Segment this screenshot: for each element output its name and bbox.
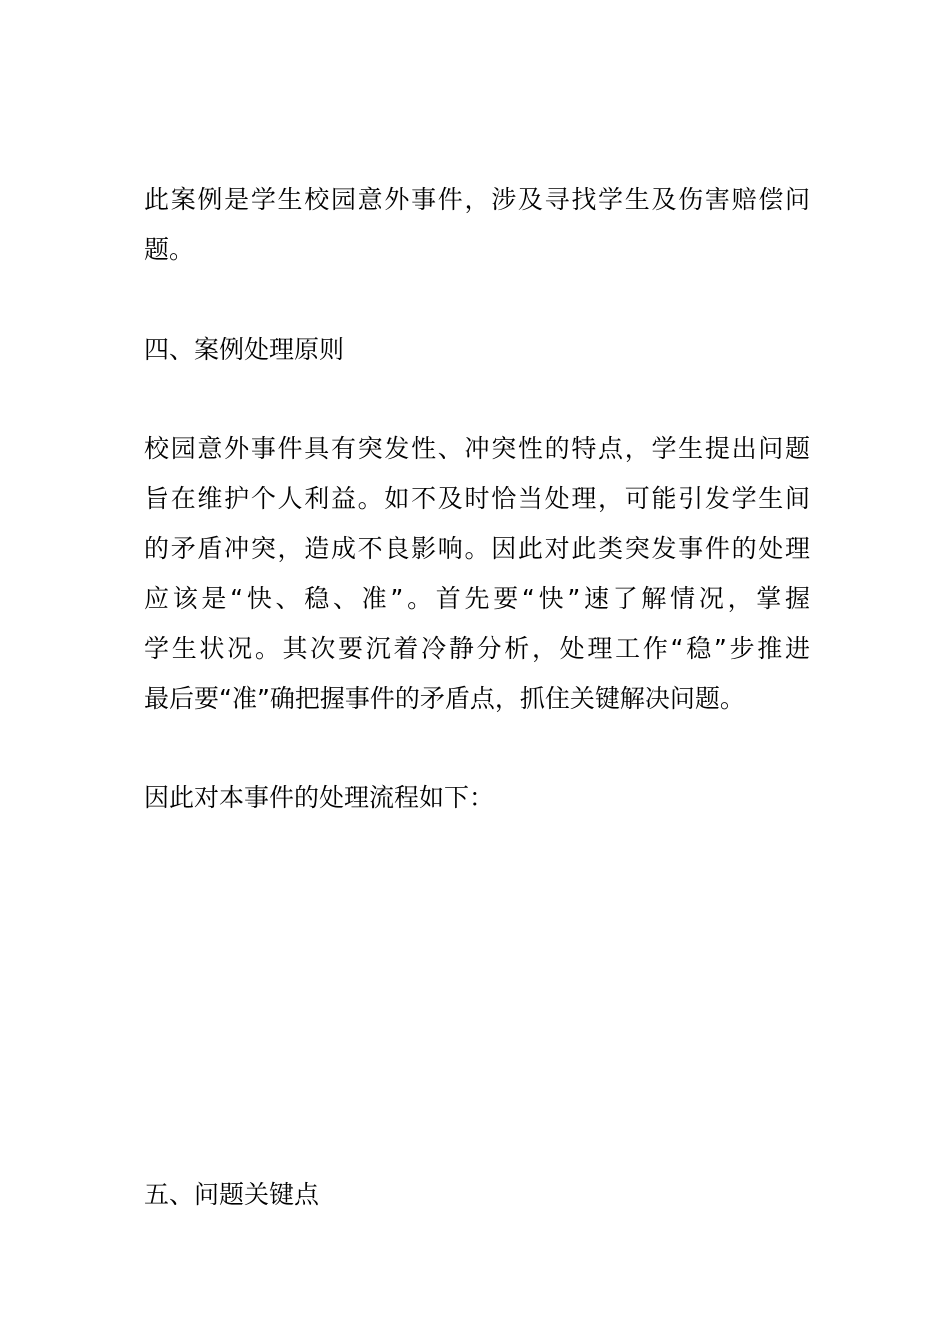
intro-paragraph	[144, 175, 810, 275]
paragraph-line: 应该是“快、稳、准”。首先要“快”速了解情况，掌握	[144, 584, 810, 613]
paragraph-line: 旨在维护个人利益。如不及时恰当处理，可能引发学生间	[144, 484, 810, 513]
paragraph-line: 学生状况。其次要沉着冷静分析，处理工作“稳”步推进	[144, 634, 810, 663]
paragraph-line: 的矛盾冲突，造成不良影响。因此对此类突发事件的处理	[144, 534, 810, 563]
section-five-heading: 五、问题关键点	[144, 1180, 320, 1209]
section-four-paragraph	[144, 424, 810, 724]
paragraph-line: 题。	[144, 235, 195, 264]
paragraph-line: 校园意外事件具有突发性、冲突性的特点，学生提出问题	[144, 434, 810, 463]
section-four-heading: 四、案例处理原则	[144, 335, 345, 364]
paragraph-line: 此案例是学生校园意外事件，涉及寻找学生及伤害赔偿问	[144, 185, 810, 214]
flowchart-placeholder-blank	[144, 840, 810, 1160]
paragraph-line: 最后要“准”确把握事件的矛盾点，抓住关键解决问题。	[144, 684, 745, 713]
flow-intro-text: 因此对本事件的处理流程如下：	[144, 783, 495, 812]
